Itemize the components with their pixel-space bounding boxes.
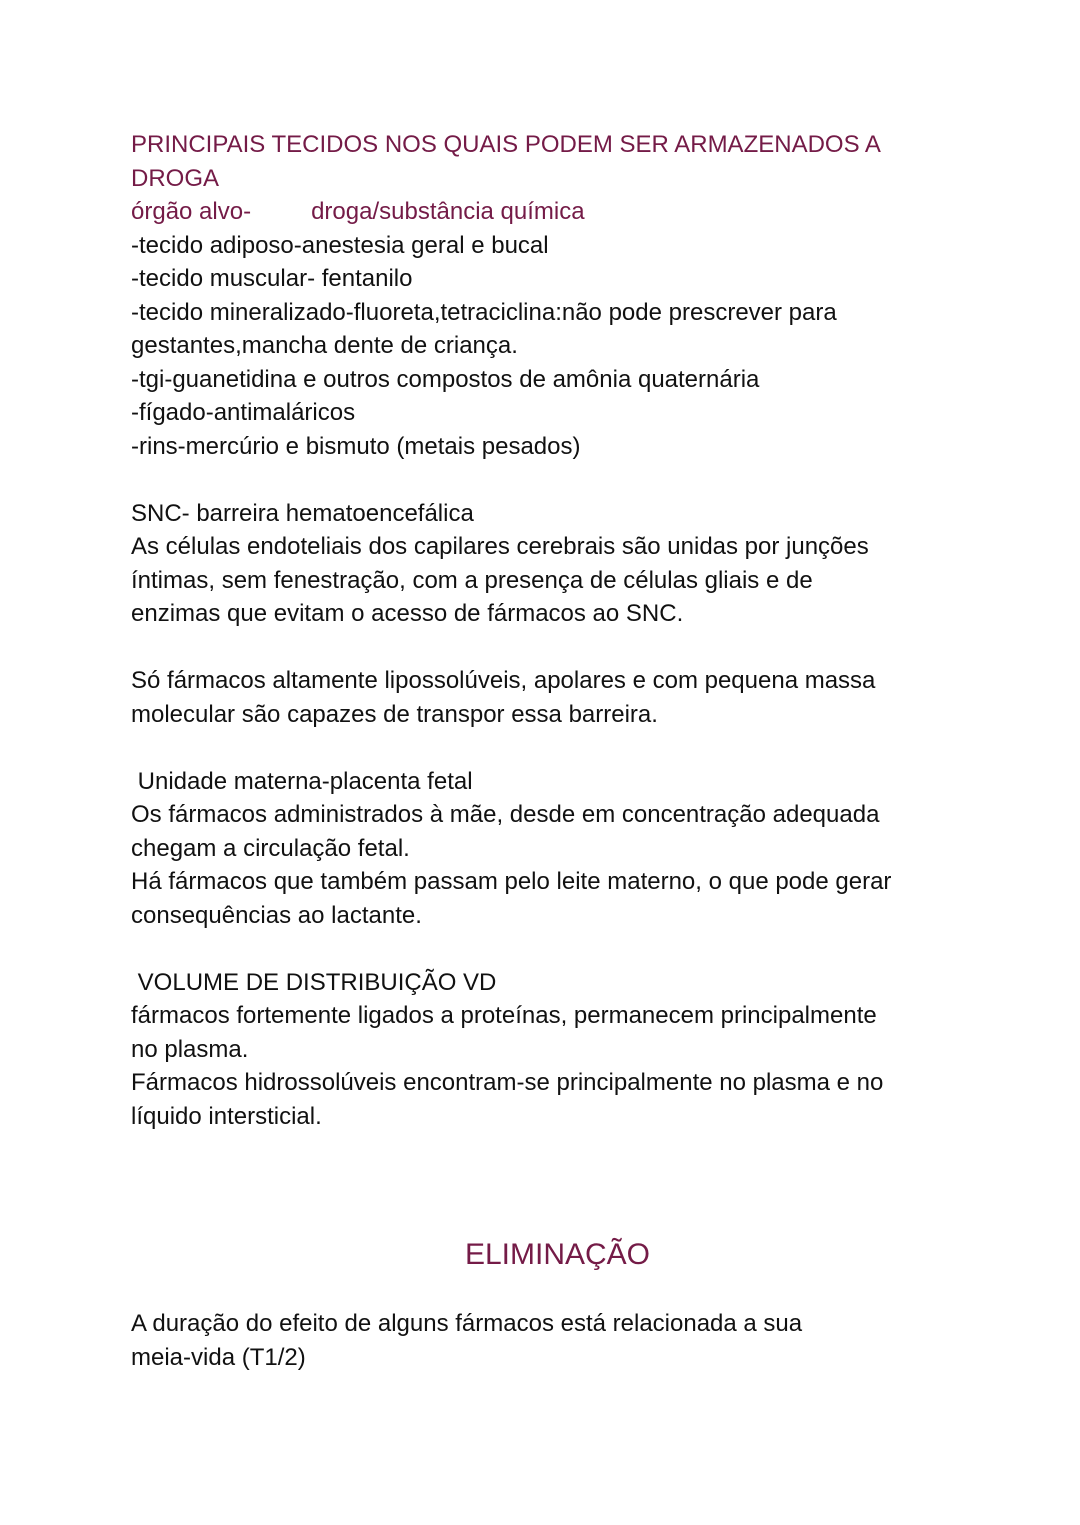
text-line: molecular são capazes de transpor essa barreira. [131,700,658,728]
blank-line [131,932,991,966]
text-line: consequências ao lactante. [131,901,422,929]
blank-line [131,731,991,765]
text-line: fármacos fortemente ligados a proteínas, permanecem principalmente [131,1002,877,1029]
document-body [131,128,991,1133]
text-line: Os fármacos administrados à mãe, desde em concentração adequada [131,801,880,828]
text-line: -tecido mineralizado-fluoreta,tetraciclina:não pode prescrever para [131,298,837,326]
blank-line [131,463,991,497]
text-line: enzimas que evitam o acesso de fármacos ao SNC. [131,600,684,627]
text-line: -rins-mercúrio e bismuto (metais pesados) [131,432,581,460]
text-line: A duração do efeito de alguns fármacos está relacionada a sua [131,1310,803,1337]
text-line: gestantes,mancha dente de criança. [131,332,518,359]
text-line: Unidade materna-placenta fetal [131,767,473,795]
blank-line [131,631,991,665]
text-line: Fármacos hidrossolúveis encontram-se principalmente no plasma e no [131,1069,884,1096]
text-line: Há fármacos que também passam pelo leite materno, o que pode gerar [131,868,892,895]
text-line: As células endoteliais dos capilares cerebrais são unidas por junções [131,533,869,560]
accent-text-line: órgão alvo- droga/substância química [131,198,585,225]
text-line: -fígado-antimaláricos [131,399,356,426]
accent-text-line: PRINCIPAIS TECIDOS NOS QUAIS PODEM SER ARMAZENADOS A [131,131,881,158]
text-line: chegam a circulação fetal. [131,834,410,862]
text-line: -tgi-guanetidina e outros compostos de amônia quaternária [131,365,760,393]
text-line: Só fármacos altamente lipossolúveis, apolares e com pequena massa [131,667,876,694]
text-line: SNC- barreira hematoencefálica [131,499,474,527]
eliminacao-paragraph [131,1307,991,1374]
text-line: VOLUME DE DISTRIBUIÇÃO VD [131,968,497,996]
section-heading-eliminacao: ELIMINAÇÃO [464,1238,651,1271]
text-line: líquido intersticial. [131,1102,322,1130]
text-line: -tecido adiposo-anestesia geral e bucal [131,231,549,259]
accent-text-line: DROGA [131,164,220,192]
text-line: no plasma. [131,1035,249,1063]
text-line: íntimas, sem fenestração, com a presença de células gliais e de [131,566,813,594]
text-line: meia-vida (T1/2) [131,1343,306,1371]
text-line: -tecido muscular- fentanilo [131,265,413,292]
